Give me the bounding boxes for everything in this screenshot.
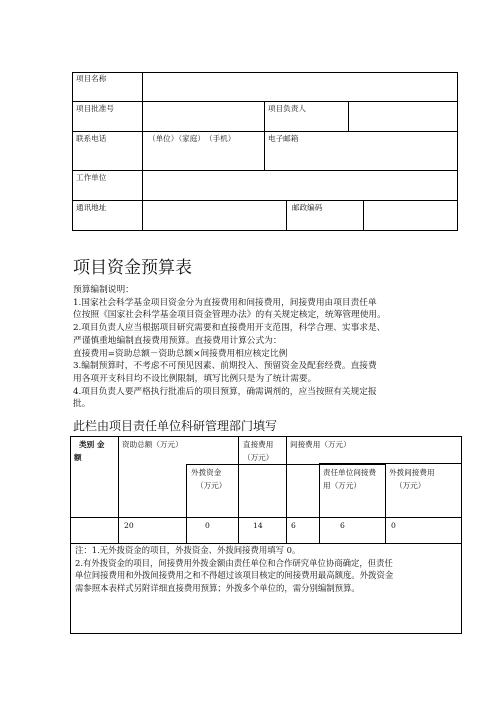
direct-cost-header: （万元）: [243, 453, 274, 462]
project-name-label: 项目名称: [76, 74, 107, 83]
table-border: [118, 436, 119, 544]
total-funding-value: 20: [124, 521, 134, 530]
table-border: [72, 131, 458, 132]
table-border: [363, 200, 364, 231]
instruction-line: 位按照《国家社会科学基金项目资金管理办法》的有关规定核定，统筹管理使用。: [73, 310, 386, 321]
external-funds-header: 外拨资金: [191, 468, 222, 477]
table-border: [319, 463, 462, 464]
unit-indirect-header: 责任单位间接费: [323, 468, 377, 477]
direct-cost-value: 14: [253, 521, 263, 530]
table-border: [70, 436, 462, 437]
instruction-line: 批。: [73, 399, 91, 410]
external-indirect-header: 外拨间接费用: [389, 468, 435, 477]
unit-indirect-header: 用（万元）: [323, 481, 361, 490]
section-title: 此栏由项目责任单位科研管理部门填写: [73, 419, 278, 433]
postcode-label: 邮政编码: [292, 203, 323, 212]
note-line: 注：1.无外拨资金的项目，外拨资金、外拨间接费用填写 0。: [75, 545, 301, 555]
external-funds-header: （万元）: [196, 481, 227, 490]
table-border: [70, 517, 462, 518]
instruction-line: 严谨慎重地编制直接费用预算。直接费用计算公式为：: [73, 335, 282, 346]
external-funds-value: 0: [205, 521, 210, 530]
phone-label: 联系电话: [76, 134, 107, 143]
instruction-line: 4.项目负责人要严格执行批准后的项目预算，确需调剂的，应当按照有关规定报: [73, 386, 377, 397]
table-border: [457, 72, 458, 231]
table-border: [72, 200, 458, 201]
indirect-cost-value: 6: [291, 521, 296, 530]
table-border: [286, 436, 287, 544]
table-border: [70, 633, 462, 634]
direct-cost-header: 直接费用: [243, 440, 274, 449]
instruction-line: 用各项开支科目均不设比例限制，填写比例只是为了统计需要。: [73, 373, 317, 384]
note-line: 需参照本表样式另附详细直接费用预算；外拨多个单位的，需分别编制预算。: [75, 582, 360, 593]
instruction-line: 预算编制说明：: [73, 285, 134, 295]
table-border: [186, 464, 187, 544]
budget-instructions: [73, 284, 465, 411]
email-label: 电子邮箱: [268, 134, 299, 143]
table-border: [264, 101, 265, 171]
instruction-line: 1.国家社会科学基金项目资金分为直接费用和间接费用，间接费用由项目责任单: [73, 297, 377, 308]
table-border: [385, 463, 386, 544]
table-border: [72, 101, 458, 102]
table-border: [286, 200, 287, 231]
instruction-line: 直接费用=资助总额－资助总额×间接费用相应核定比例: [73, 348, 288, 359]
budget-title: 项目资金预算表: [73, 258, 192, 278]
address-label: 通讯地址: [76, 203, 107, 212]
table-border: [72, 170, 458, 171]
approval-number-label: 项目批准号: [76, 104, 114, 113]
unit-indirect-value: 6: [340, 521, 345, 530]
table-border: [72, 72, 458, 73]
table-border: [72, 72, 73, 231]
table-border: [72, 230, 458, 231]
indirect-cost-header: 间接费用（万元）: [290, 440, 351, 449]
employer-label: 工作单位: [76, 173, 107, 182]
principal-label: 项目负责人: [268, 104, 306, 113]
external-indirect-header: （万元）: [395, 481, 426, 490]
table-border: [142, 72, 143, 231]
instruction-line: 3.编制预算时，不考虑不可预见因素、前期投入、预留资金及配套经费。直接费: [73, 361, 377, 372]
category-header: 额: [74, 453, 82, 462]
external-indirect-value: 0: [391, 521, 396, 530]
category-header: 类别 金: [79, 440, 105, 449]
table-border: [319, 463, 320, 544]
total-funding-header: 资助总额（万元）: [122, 440, 183, 449]
phone-hint: （单位）（家庭） （手机）: [148, 134, 236, 143]
instruction-line: 2.项目负责人应当根据项目研究需要和直接费用开支范围，科学合理、实事求是、: [73, 323, 386, 334]
table-border: [238, 436, 239, 544]
table-border: [348, 101, 349, 131]
table-border: [461, 436, 462, 634]
budget-notes: [75, 544, 463, 594]
table-border: [70, 436, 71, 634]
note-line: 2.有外拨资金的项目，间接费用外拨金额由责任单位和合作研究单位协商确定，但责任: [75, 557, 393, 568]
note-line: 单位间接费用和外拨间接费用之和不得超过该项目核定的间接费用最高额度。外拨资金: [75, 570, 394, 581]
